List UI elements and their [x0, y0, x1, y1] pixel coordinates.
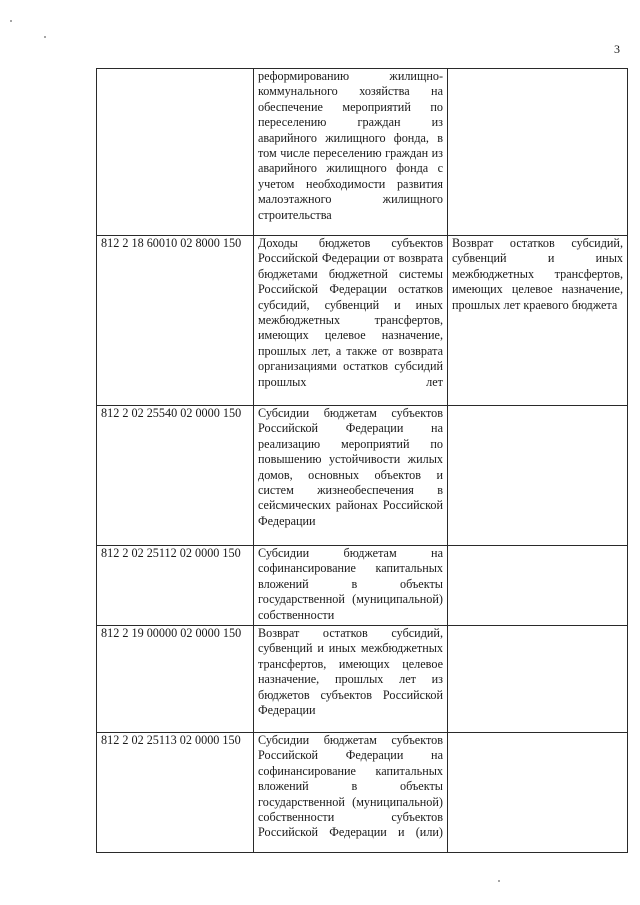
note-cell: [448, 626, 628, 733]
table-row: [97, 69, 628, 236]
table-row: [97, 546, 628, 626]
scan-speck: [498, 880, 500, 882]
code-cell: 812 2 18 60010 02 8000 150: [97, 236, 254, 406]
note-cell: [448, 69, 628, 236]
description-cell: реформированию жилищно-коммунального хозяйства на обеспечение мероприятий по переселению граждан из аварийного жилищного фонда, в том числе переселению граждан из аварийного жилищного фонда с учетом необходимости развития малоэтажного жилищного строительства: [254, 69, 448, 236]
budget-classification-table: [96, 68, 628, 853]
page-number: 3: [614, 42, 620, 56]
table-row: [97, 626, 628, 733]
code-cell: 812 2 19 00000 02 0000 150: [97, 626, 254, 733]
description-cell: Доходы бюджетов субъектов Российской Федерации от возврата бюджетами бюджетной системы Российской Федерации остатков субсидий, субвенций и иных межбюджетных трансфертов, имеющих целевое назначение, прошлых лет, а также от возврата организациями остатков субсидий прошлых лет: [254, 236, 448, 406]
table-row: [97, 733, 628, 853]
code-cell: 812 2 02 25113 02 0000 150: [97, 733, 254, 853]
description-cell: Возврат остатков субсидий, субвенций и иных межбюджетных трансфертов, имеющих целевое назначение, прошлых лет из бюджетов субъектов Российской Федерации: [254, 626, 448, 733]
code-cell: 812 2 02 25540 02 0000 150: [97, 406, 254, 546]
code-cell: [97, 69, 254, 236]
table-row: [97, 406, 628, 546]
description-cell: Субсидии бюджетам на софинансирование капитальных вложений в объекты государственной (муниципальной) собственности: [254, 546, 448, 626]
note-cell: Возврат остатков субсидий, субвенций и иных межбюджетных трансфертов, имеющих целевое назначение, прошлых лет краевого бюджета: [448, 236, 628, 406]
note-cell: [448, 733, 628, 853]
scan-speck: [44, 36, 46, 38]
scan-speck: [10, 20, 12, 22]
note-cell: [448, 546, 628, 626]
note-cell: [448, 406, 628, 546]
description-cell: Субсидии бюджетам субъектов Российской Федерации на реализацию мероприятий по повышению устойчивости жилых домов, основных объектов и систем жизнеобеспечения в сейсмических районах Российской Федерации: [254, 406, 448, 546]
table-row: [97, 236, 628, 406]
code-cell: 812 2 02 25112 02 0000 150: [97, 546, 254, 626]
description-cell: Субсидии бюджетам субъектов Российской Федерации на софинансирование капитальных вложений в объекты государственной (муниципальной) собственности субъектов Российской Федерации и (или): [254, 733, 448, 853]
